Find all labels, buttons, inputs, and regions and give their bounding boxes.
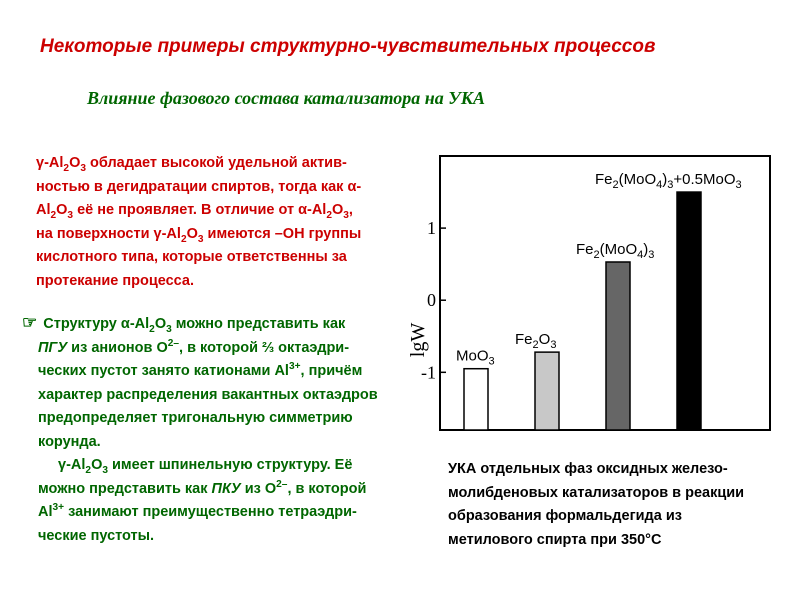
y-tick-label: 1 [427, 218, 436, 239]
para2-line4: характер распределения вакантных октаэдров [38, 386, 378, 403]
bar-label: $Fe_2(MoO_4)_3$ [576, 240, 655, 261]
bar [535, 352, 559, 430]
bar [606, 262, 630, 430]
bar-chart [400, 150, 780, 440]
para2-line2: ПГУ из анионов $O^{2-}$, в которой ⅔ октаэдри- [38, 337, 350, 356]
para1-line5: кислотного типа, которые ответственны за [36, 249, 347, 265]
caption-line4: метилового спирта при 350°С [448, 531, 662, 548]
y-axis-label: lgW [407, 322, 429, 358]
bar [464, 369, 488, 430]
alumina-structure-paragraph [22, 311, 394, 548]
para2-line5: предопределяет тригональную симметрию [38, 410, 353, 426]
para1-line6: протекание процесса. [36, 272, 195, 289]
para1-line2: ностью в дегидратации спиртов, тогда как α- [36, 178, 362, 195]
chart-caption [448, 458, 778, 552]
bar-label: $Fe_2O_3$ [515, 331, 557, 352]
bar [677, 192, 701, 430]
gamma-alumina-paragraph [36, 152, 396, 293]
y-tick-label: -1 [421, 362, 436, 383]
slide-title: Некоторые примеры структурно-чувствительных процессов [40, 36, 656, 57]
para2-line8: можно представить как ПКУ из $O^{2-}$, в которой [38, 478, 367, 497]
y-tick-label: 0 [427, 290, 436, 311]
slide-subtitle: Влияние фазового состава катализатора на УКА [87, 88, 486, 108]
pointing-hand-icon: ☞ [22, 313, 38, 332]
caption-line2: молибденовых катализаторов в реакции [448, 484, 745, 501]
bar-label: $Fe_2(MoO_4)_3+0.5MoO_3$ [595, 171, 742, 192]
para1-line4: на поверхности $\gamma-Al_2O_3$ имеются –ОН группы [36, 225, 362, 245]
para2-line9: $Al^{3+}$ занимают преимущественно тетраэдри- [38, 502, 357, 520]
para2-line3: ческих пустот занято катионами $Al^{3+}$, причём [38, 361, 363, 379]
para2-line7: $\gamma-Al_2O_3$ имеет шпинельную структуру. Её [58, 457, 353, 476]
caption-line1: УКА отдельных фаз оксидных железо- [448, 461, 728, 477]
caption-line3: образования формальдегида из [448, 508, 682, 524]
para2-line1: ☞ Структуру $\alpha-Al_2O_3$ можно представить как [22, 313, 346, 335]
bar-label: MoO$_3$ [456, 347, 495, 368]
para2-line6: корунда. [38, 433, 101, 450]
para1-line1: $\gamma-Al_2O_3$ обладает высокой удельной актив- [36, 155, 347, 174]
chart-frame [440, 156, 770, 430]
para2-line10: ческие пустоты. [38, 527, 155, 544]
para1-line3: $Al_2O_3$ её не проявляет. В отличие от $\alpha-Al_2O_3$, [36, 202, 353, 221]
